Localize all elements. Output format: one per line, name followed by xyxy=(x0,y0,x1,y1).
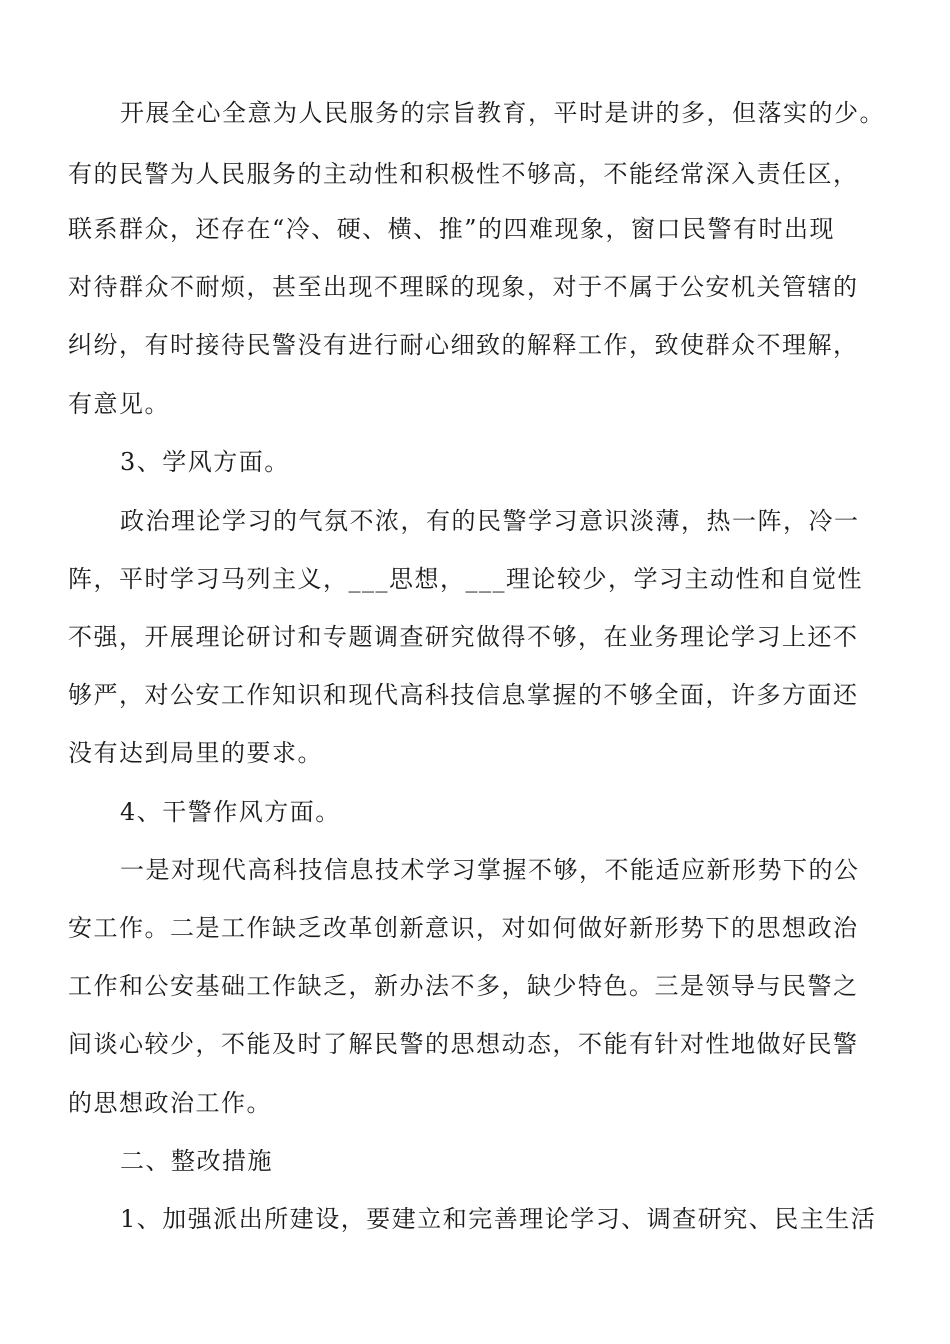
paragraph-line: 开展全心全意为人民服务的宗旨教育，平时是讲的多，但落实的少。 xyxy=(120,99,885,127)
paragraph-line: 工作和公安基础工作缺乏，新办法不多，缺少特色。三是领导与民警之 xyxy=(68,972,859,1000)
paragraph-line: 不强，开展理论研讨和专题调查研究做得不够，在业务理论学习上还不 xyxy=(68,623,859,651)
section-heading-rectification: 二、整改措施 xyxy=(120,1147,273,1175)
section-heading-study-style: 3、学风方面。 xyxy=(120,448,290,476)
paragraph-line: 没有达到局里的要求。 xyxy=(68,739,323,767)
paragraph-line: 纠纷，有时接待民警没有进行耐心细致的解释工作，致使群众不理解， xyxy=(68,331,859,359)
paragraph-line: 有的民警为人民服务的主动性和积极性不够高，不能经常深入责任区， xyxy=(68,160,859,188)
paragraph-line: 够严，对公安工作知识和现代高科技信息掌握的不够全面，许多方面还 xyxy=(68,681,859,709)
paragraph-line: 对待群众不耐烦，甚至出现不理睬的现象，对于不属于公安机关管辖的 xyxy=(68,273,859,301)
paragraph-line: 阵，平时学习马列主义，___思想，___理论较少，学习主动性和自觉性 xyxy=(68,565,863,593)
paragraph-line: 安工作。二是工作缺乏改革创新意识，对如何做好新形势下的思想政治 xyxy=(68,914,859,942)
paragraph-line: 间谈心较少，不能及时了解民警的思想动态，不能有针对性地做好民警 xyxy=(68,1030,859,1058)
paragraph-line: 有意见。 xyxy=(68,390,170,418)
paragraph-line: 1、加强派出所建设，要建立和完善理论学习、调查研究、民主生活 xyxy=(120,1205,877,1233)
paragraph-line: 政治理论学习的气氛不浓，有的民警学习意识淡薄，热一阵，冷一 xyxy=(120,507,860,535)
section-heading-work-style: 4、干警作风方面。 xyxy=(120,798,341,826)
paragraph-line: 的思想政治工作。 xyxy=(68,1089,272,1117)
paragraph-line: 联系群众，还存在“冷、硬、横、推”的四难现象，窗口民警有时出现 xyxy=(68,215,836,243)
paragraph-line: 一是对现代高科技信息技术学习掌握不够，不能适应新形势下的公 xyxy=(120,856,860,884)
